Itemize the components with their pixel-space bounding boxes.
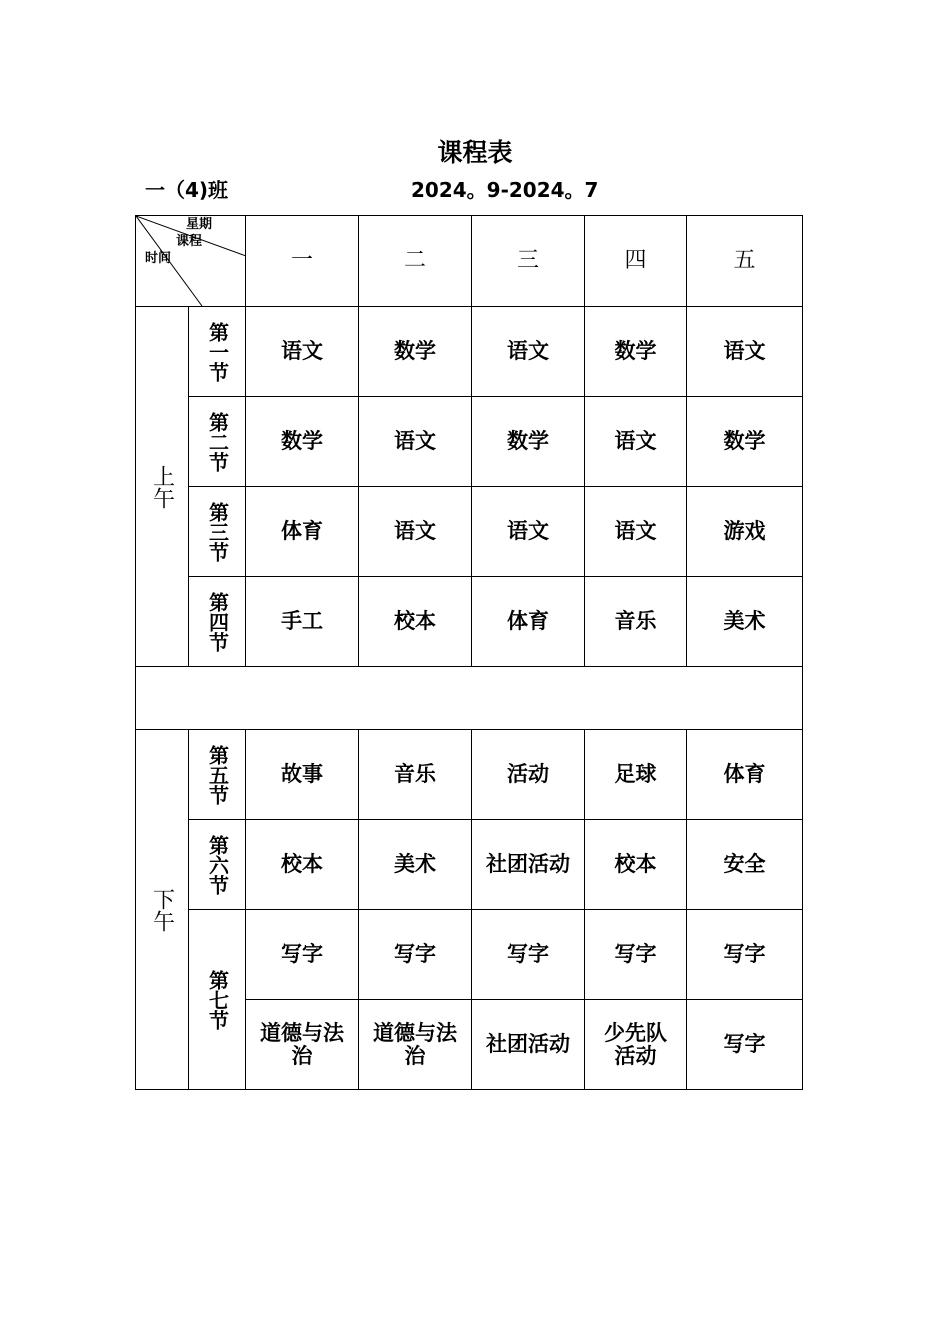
day-header-thu: 四	[585, 216, 687, 307]
table-row	[136, 910, 803, 1000]
lunch-break-cell	[136, 667, 803, 730]
period-label: 第四节	[189, 577, 246, 667]
course-cell: 足球	[585, 730, 687, 820]
course-cell: 社团活动	[472, 1000, 585, 1090]
course-cell: 语文	[359, 397, 472, 487]
day-header-wed: 三	[472, 216, 585, 307]
course-cell: 音乐	[585, 577, 687, 667]
course-cell: 写字	[585, 910, 687, 1000]
course-cell: 写字	[359, 910, 472, 1000]
course-cell	[359, 1000, 472, 1090]
course-cell: 故事	[246, 730, 359, 820]
course-cell: 美术	[687, 577, 803, 667]
session-afternoon: 下午	[136, 730, 189, 1090]
period-label: 第六节	[189, 820, 246, 910]
period-label: 第三节	[189, 487, 246, 577]
header-row	[136, 216, 803, 307]
course-cell: 语文	[585, 397, 687, 487]
course-cell: 写字	[246, 910, 359, 1000]
course-cell: 游戏	[687, 487, 803, 577]
table-row	[136, 397, 803, 487]
course-cell: 语文	[246, 307, 359, 397]
corner-header-cell	[136, 216, 246, 307]
page-title: 课程表	[437, 138, 513, 167]
course-cell	[246, 1000, 359, 1090]
course-cell: 校本	[246, 820, 359, 910]
course-text: 道德与法治	[260, 1021, 344, 1068]
course-cell: 校本	[585, 820, 687, 910]
course-cell: 写字	[472, 910, 585, 1000]
period-label: 第二节	[189, 397, 246, 487]
course-cell: 数学	[472, 397, 585, 487]
course-text: 少先队活动	[604, 1021, 667, 1068]
table-row	[136, 577, 803, 667]
table-row	[136, 487, 803, 577]
table-row	[136, 820, 803, 910]
corner-label-time: 时间	[145, 251, 172, 266]
table-row	[136, 730, 803, 820]
course-cell: 语文	[472, 487, 585, 577]
course-cell: 手工	[246, 577, 359, 667]
period-label: 第一节	[189, 307, 246, 397]
corner-label-course: 课程	[176, 234, 203, 249]
course-cell: 体育	[246, 487, 359, 577]
day-header-tue: 二	[359, 216, 472, 307]
course-cell: 数学	[359, 307, 472, 397]
course-cell: 数学	[687, 397, 803, 487]
corner-label-weekday: 星期	[186, 217, 213, 232]
class-name: 一（4)班	[145, 178, 229, 202]
course-cell	[585, 1000, 687, 1090]
course-cell: 音乐	[359, 730, 472, 820]
course-cell: 体育	[687, 730, 803, 820]
table-row	[136, 307, 803, 397]
course-cell: 语文	[359, 487, 472, 577]
day-header-mon: 一	[246, 216, 359, 307]
course-cell: 语文	[585, 487, 687, 577]
course-cell: 数学	[585, 307, 687, 397]
lunch-break-row	[136, 667, 803, 730]
period-label: 第七节	[189, 910, 246, 1090]
course-cell: 社团活动	[472, 820, 585, 910]
course-cell: 数学	[246, 397, 359, 487]
course-cell: 校本	[359, 577, 472, 667]
date-range: 2024。9-2024。7	[411, 178, 599, 202]
course-cell: 活动	[472, 730, 585, 820]
session-morning: 上午	[136, 307, 189, 667]
course-cell: 写字	[687, 1000, 803, 1090]
course-cell: 美术	[359, 820, 472, 910]
course-cell: 体育	[472, 577, 585, 667]
period-label: 第五节	[189, 730, 246, 820]
course-cell: 语文	[687, 307, 803, 397]
course-cell: 写字	[687, 910, 803, 1000]
course-text: 道德与法治	[373, 1021, 457, 1068]
course-cell: 安全	[687, 820, 803, 910]
day-header-fri: 五	[687, 216, 803, 307]
course-cell: 语文	[472, 307, 585, 397]
schedule-table	[135, 215, 803, 1090]
